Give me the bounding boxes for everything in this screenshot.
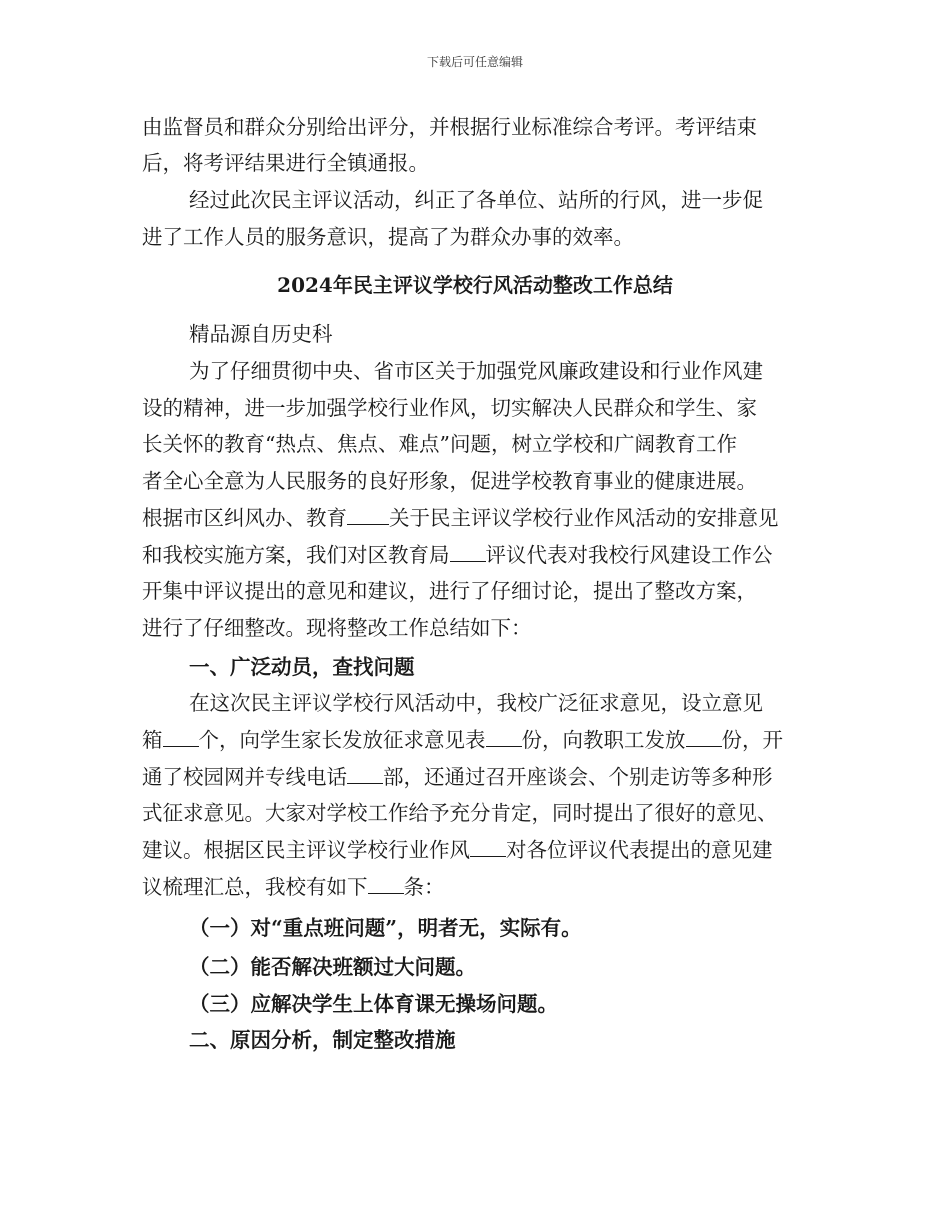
document-title: 2024年民主评议学校行风活动整改工作总结 xyxy=(277,273,673,297)
fill-in-blank xyxy=(368,873,404,894)
section-heading: 一、广泛动员，查找问题 xyxy=(189,655,415,679)
text-run: 份，开 xyxy=(721,728,783,752)
paragraph-line xyxy=(142,835,832,865)
text-run: 对各位评议代表提出的意见建 xyxy=(506,838,773,862)
paragraph-line xyxy=(142,725,832,755)
text-run: 和我校实施方案，我们对区教育局 xyxy=(142,543,450,567)
fill-in-blank xyxy=(470,836,506,857)
paragraph-line: 式征求意见。大家对学校工作给予充分肯定，同时提出了很好的意见、 xyxy=(142,801,778,825)
text-run: 条： xyxy=(403,875,445,899)
text-run: 根据市区纠风办、教育 xyxy=(142,506,347,530)
text-run: 个，向学生家长发放征求意见表 xyxy=(198,728,486,752)
paragraph-line xyxy=(142,503,832,533)
paragraph-line: 设的精神，进一步加强学校行业作风，切实解决人民群众和学生、家 xyxy=(142,396,757,420)
list-item: （一）对“重点班问题”，明者无，实际有。 xyxy=(189,916,582,940)
fill-in-blank xyxy=(163,726,199,747)
text-run: 通了校园网并专线电话 xyxy=(142,765,347,789)
paragraph-line: 为了仔细贯彻中央、省市区关于加强党风廉政建设和行业作风建 xyxy=(189,359,763,383)
fill-in-blank xyxy=(347,504,389,525)
text-run: 箱 xyxy=(142,728,163,752)
text-run: 部，还通过召开座谈会、个别走访等多种形 xyxy=(383,765,773,789)
paragraph-line xyxy=(142,540,832,570)
paragraph-line: 开集中评议提出的意见和建议，进行了仔细讨论，提出了整改方案， xyxy=(142,579,757,603)
paragraph-line: 经过此次民主评议活动，纠正了各单位、站所的行风，进一步促 xyxy=(189,188,763,212)
paragraph-line: 进行了仔细整改。现将整改工作总结如下： xyxy=(142,616,532,640)
paragraph-line: 在这次民主评议学校行风活动中，我校广泛征求意见，设立意见 xyxy=(189,691,763,715)
paragraph-line xyxy=(142,762,832,792)
fill-in-blank xyxy=(686,726,722,747)
paragraph-line: 后，将考评结果进行全镇通报。 xyxy=(142,151,429,175)
paragraph-line: 由监督员和群众分别给出评分，并根据行业标准综合考评。考评结束 xyxy=(142,115,757,139)
list-item: （二）能否解决班额过大问题。 xyxy=(189,955,476,979)
paragraph-line: 长关怀的教育“热点、焦点、难点”问题，树立学校和广阔教育工作 xyxy=(142,432,737,456)
fill-in-blank xyxy=(486,726,522,747)
paragraph-line xyxy=(142,872,832,902)
fill-in-blank xyxy=(347,763,383,784)
text-run: 关于民主评议学校行业作风活动的安排意见 xyxy=(389,506,779,530)
section-heading: 二、原因分析，制定整改措施 xyxy=(189,1028,456,1052)
source-note: 精品源自历史科 xyxy=(189,322,333,346)
text-run: 建议。根据区民主评议学校行业作风 xyxy=(142,838,470,862)
page-header: 下载后可任意编辑 xyxy=(426,55,523,69)
paragraph-line: 者全心全意为人民服务的良好形象，促进学校教育事业的健康进展。 xyxy=(142,469,757,493)
text-run: 议梳理汇总，我校有如下 xyxy=(142,875,368,899)
text-run: 份，向教职工发放 xyxy=(521,728,686,752)
text-run: 评议代表对我校行风建设工作公 xyxy=(485,543,773,567)
paragraph-line: 进了工作人员的服务意识，提高了为群众办事的效率。 xyxy=(142,225,634,249)
fill-in-blank xyxy=(450,541,486,562)
list-item: （三）应解决学生上体育课无操场问题。 xyxy=(189,992,558,1016)
